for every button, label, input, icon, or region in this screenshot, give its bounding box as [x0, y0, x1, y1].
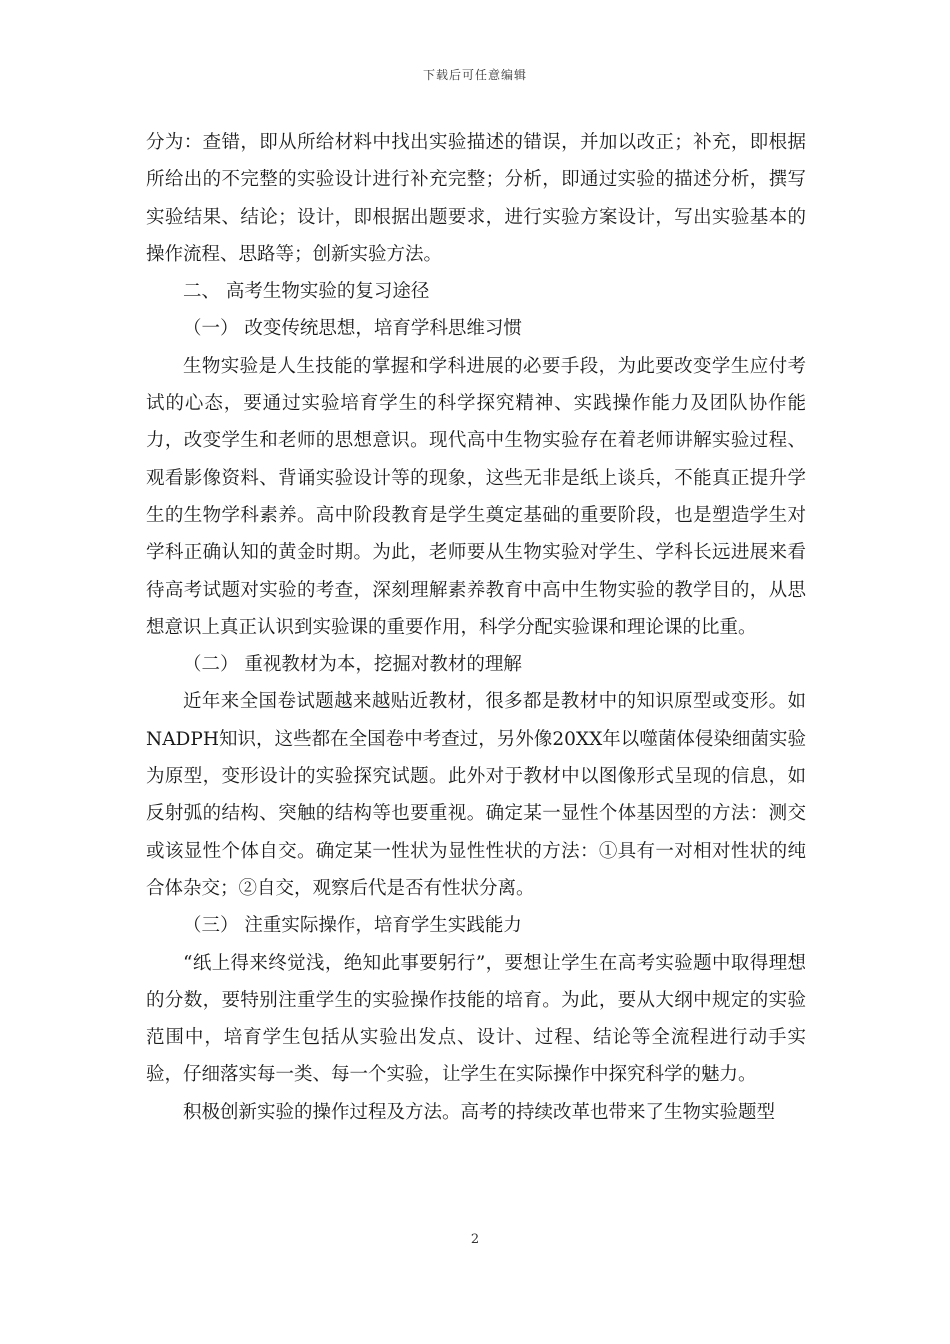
- page-number: 2: [470, 1232, 480, 1247]
- paragraph-innovation: 积极创新实验的操作过程及方法。高考的持续改革也带来了生物实验题型: [183, 1101, 776, 1123]
- page-header: 下载后可任意编辑: [422, 68, 527, 82]
- section-heading-2: 二、 高考生物实验的复习途径: [183, 281, 430, 303]
- paragraph-textbook: 近年来全国卷试题越来越贴近教材，很多都是教材中的知识原型或变形。如NADPH知识，这些都在全国卷中考查过，另外像20XX年以噬菌体侵染细菌实验为原型，变形设计的实验探究试题。此外对于教材中以图像形式呈现的信息，如反射弧的结构、突触的结构等也要重视。确定某一显性个体基因型的方法：测交或该显性个体自交。确定某一性状为显性性状的方法：①具有一对相对性状的纯合体杂交；②自交，观察后代是否有性状分离。: [146, 691, 806, 899]
- paragraph-biology-experiment: 生物实验是人生技能的掌握和学科进展的必要手段，为此要改变学生应付考试的心态，要通过实验培育学生的科学探究精神、实践操作能力及团队协作能力，改变学生和老师的思想意识。现代高中生物实验存在着老师讲解实验过程、观看影像资料、背诵实验设计等的现象，这些无非是纸上谈兵，不能真正提升学生的生物学科素养。高中阶段教育是学生奠定基础的重要阶段，也是塑造学生对学科正确认知的黄金时期。为此，老师要从生物实验对学生、学科长远进展来看待高考试题对实验的考查，深刻理解素养教育中高中生物实验的教学目的，从思想意识上真正认识到实验课的重要作用，科学分配实验课和理论课的比重。: [146, 355, 806, 638]
- subsection-heading-3: （三） 注重实际操作，培育学生实践能力: [183, 915, 522, 937]
- paragraph-continuation: 分为：查错，即从所给材料中找出实验描述的错误，并加以改正；补充，即根据所给出的不完整的实验设计进行补充完整；分析，即通过实验的描述分析，撰写实验结果、结论；设计，即根据出题要求，进行实验方案设计，写出实验基本的操作流程、思路等；创新实验方法。: [146, 132, 806, 265]
- subsection-heading-2: （二） 重视教材为本，挖掘对教材的理解: [183, 654, 522, 676]
- document-body: [146, 124, 806, 1131]
- subsection-heading-1: （一） 改变传统思想，培育学科思维习惯: [183, 318, 522, 340]
- paragraph-practice: “纸上得来终觉浅，绝知此事要躬行”，要想让学生在高考实验题中取得理想的分数，要特别注重学生的实验操作技能的培育。为此，要从大纲中规定的实验范围中，培育学生包括从实验出发点、设计、过程、结论等全流程进行动手实验，仔细落实每一类、每一个实验，让学生在实际操作中探究科学的魅力。: [146, 952, 806, 1086]
